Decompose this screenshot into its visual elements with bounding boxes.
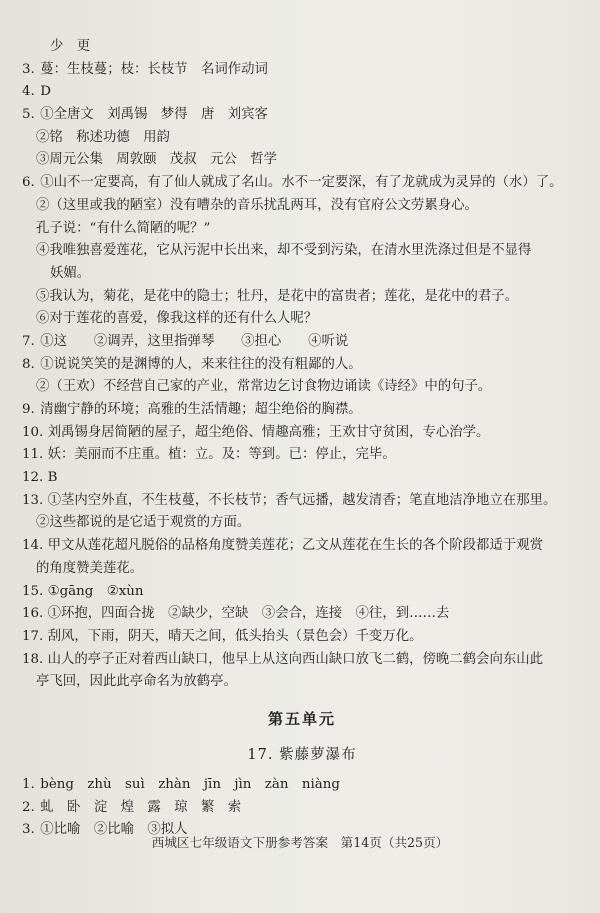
answer-line [22, 263, 582, 286]
answer-line [22, 172, 582, 195]
content-area [22, 36, 582, 842]
answer-line [22, 512, 582, 535]
answer-text: B [47, 470, 58, 486]
answer-text: ①gāng ②xùn [47, 583, 144, 599]
answer-line [22, 354, 582, 377]
answer-line [22, 467, 582, 490]
answer-text: ②铭 称述功德 用韵 [36, 129, 170, 145]
question-number: 12. [22, 470, 44, 486]
question-number: 4. [22, 84, 35, 100]
answer-line [22, 218, 582, 241]
answer-line [22, 104, 582, 127]
unit-title: 第五单元 [267, 709, 336, 728]
answer-line [22, 376, 582, 399]
answer-line [22, 535, 582, 558]
answer-list-top [22, 36, 582, 694]
answer-line [22, 422, 582, 445]
answer-text: D [40, 84, 52, 100]
question-number: 13. [22, 492, 44, 508]
answer-line [22, 671, 582, 694]
answer-text: ②这些都说的是它适于观赏的方面。 [36, 515, 251, 531]
answer-text: 山人的亭子正对着西山缺口，他早上从这向西山缺口放飞二鹤，傍晚二鹤会向东山此 [47, 651, 544, 667]
question-number: 2. [22, 799, 35, 815]
question-number: 16. [22, 606, 44, 622]
answer-line [22, 286, 582, 309]
answer-line [22, 603, 582, 626]
answer-text: ①山不一定要高，有了仙人就成了名山。水不一定要深，有了龙就成为灵异的（水）了。 [40, 175, 563, 191]
question-number: 17. [22, 628, 44, 644]
answer-text: 孔子说：“有什么简陋的呢？” [36, 220, 211, 236]
answer-line [22, 36, 582, 59]
answer-line [22, 308, 582, 331]
page-footer: 西城区七年级语文下册参考答案 第14页（共25页） [151, 835, 449, 850]
answer-text: 甲文从莲花超凡脱俗的品格角度赞美莲花；乙文从莲花在生长的各个阶段都适于观赏 [47, 538, 544, 554]
answer-text: 少 更 [50, 39, 91, 54]
question-number: 6. [22, 175, 35, 191]
answer-text: 清幽宁静的环境；高雅的生活情趣；超尘绝俗的胸襟。 [40, 402, 362, 417]
answer-line [22, 331, 582, 354]
answer-line [22, 774, 582, 797]
answer-text: ⑤我认为，菊花，是花中的隐士；牡丹，是花中的富贵者；莲花，是花中的君子。 [36, 288, 519, 304]
question-number: 11. [22, 447, 44, 463]
answer-text: 的角度赞美莲花。 [36, 560, 144, 576]
answer-line [22, 81, 582, 104]
answer-text: 妖：美丽而不庄重。植：立。及：等到。已：停止，完毕。 [47, 447, 396, 463]
question-number: 7. [22, 333, 35, 349]
question-number: 18. [22, 651, 44, 667]
answer-text: 刮风，下雨，阴天，晴天之间，低头抬头（景色会）千变万化。 [47, 628, 423, 644]
answer-text: 妖媚。 [50, 265, 91, 281]
question-number: 10. [22, 424, 44, 440]
answer-line [22, 399, 582, 422]
answer-line [22, 649, 582, 672]
question-number: 3. [22, 822, 35, 838]
question-number: 5. [22, 107, 35, 123]
question-number: 8. [22, 356, 35, 372]
answer-line [22, 444, 582, 467]
question-number: 9. [22, 402, 35, 417]
answer-text: ③周元公集 周敦颐 茂叔 元公 哲学 [36, 152, 278, 168]
answer-text: ②（王欢）不经营自己家的产业，常常边乞讨食物边诵读《诗经》中的句子。 [36, 379, 492, 395]
answer-text: ①说说笑笑的是渊博的人，来来往往的没有粗鄙的人。 [40, 356, 362, 372]
answer-text: 虬 卧 淀 煌 露 琼 繁 索 [40, 799, 242, 815]
answer-text: ①环抱，四面合拢 ②缺少，空缺 ③会合，连接 ④往，到……去 [47, 606, 450, 622]
answer-line [22, 195, 582, 218]
answer-text: ①茎内空外直，不生枝蔓，不长枝节；香气远播，越发清香；笔直地洁净地立在那里。 [47, 492, 557, 508]
answer-line [22, 581, 582, 604]
lesson-title: 17. 紫藤萝瀑布 [247, 746, 357, 763]
question-number: 15. [22, 583, 44, 599]
answer-line [22, 149, 582, 172]
answer-text: 亭飞回，因此此亭命名为放鹤亭。 [36, 674, 237, 690]
answer-text: bèng zhù suì zhàn jīn jìn zàn niàng [40, 776, 340, 792]
answer-text: ④我唯独喜爱莲花，它从污泥中长出来，却不受到污染，在清水里洗涤过但是不显得 [36, 243, 532, 259]
answer-line [22, 59, 582, 82]
answer-text: ②（这里或我的陋室）没有嘈杂的音乐扰乱两耳，没有官府公文劳累身心。 [36, 197, 478, 213]
answer-text: 刘禹锡身居简陋的屋子，超尘绝俗、情趣高雅；王欢甘守贫困，专心治学。 [47, 424, 490, 440]
question-number: 1. [22, 776, 35, 792]
answer-line [22, 127, 582, 150]
question-number: 14. [22, 538, 44, 554]
answer-text: 蔓：生枝蔓；枝：长枝节 名词作动词 [40, 61, 268, 77]
answer-line [22, 240, 582, 263]
answer-line [22, 797, 582, 820]
question-number: 3. [22, 61, 35, 77]
answer-text: ①全唐文 刘禹锡 梦得 唐 刘宾客 [40, 107, 268, 123]
answer-text: ①比喻 ②比喻 ③拟人 [40, 822, 188, 838]
answer-line [22, 558, 582, 581]
answer-line [22, 626, 582, 649]
answer-line [22, 490, 582, 513]
answer-text: ①这 ②调弄，这里指弹琴 ③担心 ④听说 [40, 333, 349, 349]
answer-text: ⑥对于莲花的喜爱，像我这样的还有什么人呢？ [36, 311, 318, 327]
